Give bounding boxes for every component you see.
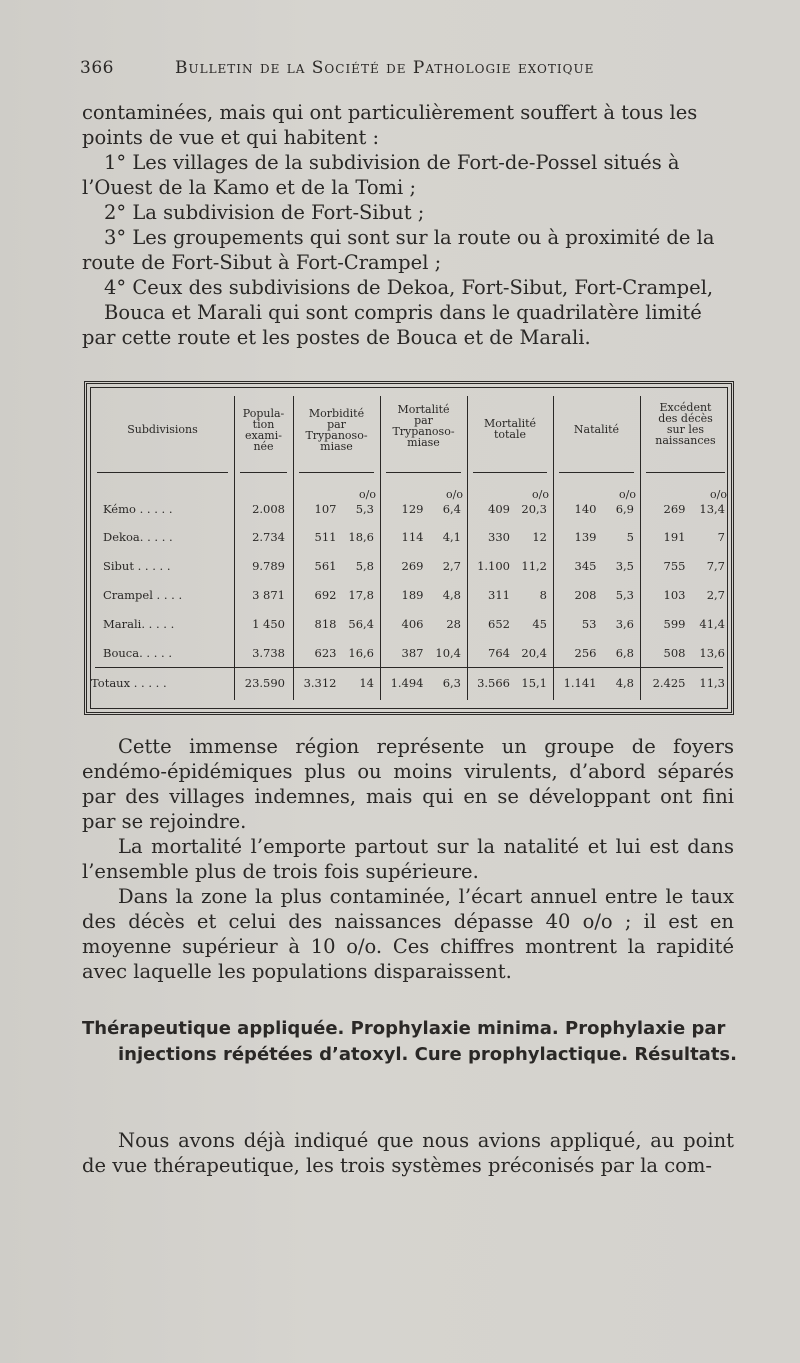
column-header: Subdivisions (127, 423, 198, 436)
count-cell: 511 (314, 530, 337, 544)
percent-cell: 56,4 (348, 617, 374, 631)
row-label: Crampel . . . . (103, 588, 183, 602)
count-cell: 269 (663, 502, 686, 516)
count-cell: 256 (574, 646, 597, 660)
population-cell: 1 450 (252, 617, 285, 631)
intro-line: points de vue et qui habitent : (82, 126, 380, 149)
header-rule (240, 472, 287, 473)
count-cell: 189 (401, 588, 424, 602)
percent-cell: 13,4 (699, 502, 725, 516)
population-cell: 2.734 (252, 530, 285, 544)
header-rule (473, 472, 547, 473)
percent-cell: 17,8 (348, 588, 374, 602)
percent-cell: 18,6 (348, 530, 374, 544)
count-cell: 103 (663, 588, 686, 602)
percent-unit: o/o (619, 488, 636, 501)
percent-cell: 6,4 (442, 502, 461, 516)
count-cell: 129 (401, 502, 424, 516)
percent-cell: 5,8 (355, 559, 374, 573)
percent-cell: 11,3 (699, 676, 725, 690)
count-cell: 1.100 (477, 559, 510, 573)
count-cell: 508 (663, 646, 686, 660)
closing-text: Nous avons déjà indiqué que nous avions appliqué, au point de vue thérapeutique, les trois systèmes préconisés par la com- (82, 1129, 734, 1177)
percent-cell: 28 (446, 617, 461, 631)
count-cell: 191 (663, 530, 686, 544)
running-title: Bulletin de la Société de Pathologie exotique (175, 58, 595, 78)
percent-cell: 11,2 (521, 559, 547, 573)
after-table-text (82, 734, 734, 984)
row-label: Sibut . . . . . (103, 559, 171, 573)
percent-cell: 4,8 (615, 676, 634, 690)
count-cell: 409 (488, 502, 510, 516)
population-cell: 3.738 (252, 646, 285, 660)
intro-line: 3° Les groupements qui sont sur la route ou à proximité de la (104, 226, 715, 249)
percent-unit: o/o (532, 488, 549, 501)
count-cell: 311 (488, 588, 510, 602)
intro-line: 2° La subdivision de Fort-Sibut ; (104, 201, 425, 224)
count-cell: 623 (314, 646, 337, 660)
count-cell: 2.425 (652, 676, 686, 690)
percent-unit: o/o (710, 488, 727, 501)
intro-line: l’Ouest de la Kamo et de la Tomi ; (82, 176, 417, 199)
count-cell: 1.141 (563, 676, 597, 690)
population-cell: 2.008 (252, 502, 285, 516)
intro-paragraph (82, 100, 734, 350)
column-header: Popula- tion exami- née (242, 407, 285, 453)
count-cell: 107 (314, 502, 337, 516)
count-cell: 139 (574, 530, 597, 544)
count-cell: 387 (401, 646, 424, 660)
running-header (80, 58, 740, 82)
count-cell: 764 (488, 646, 510, 660)
header-rule (646, 472, 725, 473)
percent-cell: 6,3 (442, 676, 461, 690)
intro-line: route de Fort-Sibut à Fort-Crampel ; (82, 251, 442, 274)
column-header: Mortalité totale (483, 417, 537, 441)
percent-cell: 12 (532, 530, 547, 544)
percent-cell: 7,7 (706, 559, 725, 573)
count-cell: 208 (574, 588, 597, 602)
percent-cell: 5,3 (615, 588, 634, 602)
column-header: Mortalité par Trypanoso- miase (392, 403, 455, 449)
count-cell: 652 (488, 617, 510, 631)
count-cell: 3.312 (303, 676, 337, 690)
closing-paragraph (82, 1128, 734, 1178)
column-header: Excédent des décès sur les naissances (655, 401, 716, 447)
percent-cell: 6,9 (615, 502, 634, 516)
column-header: Morbidité par Trypanoso- miase (305, 407, 368, 453)
total-label: Totaux . . . . . (91, 676, 167, 690)
intro-line: contaminées, mais qui ont particulièrement souffert à tous les (82, 101, 698, 124)
header-rule (386, 472, 461, 473)
statistics-table (84, 381, 734, 715)
row-label: Bouca. . . . . (103, 646, 172, 660)
header-rule (299, 472, 374, 473)
header-rule (97, 472, 228, 473)
count-cell: 269 (401, 559, 424, 573)
percent-cell: 6,8 (615, 646, 634, 660)
percent-unit: o/o (446, 488, 463, 501)
row-label: Kémo . . . . . (103, 502, 173, 516)
section-heading: Thérapeutique appliquée. Prophylaxie minima. Prophylaxie par injections répétées d’atoxyl. Cure prophylactique. Résultats. (82, 1018, 737, 1065)
percent-cell: 10,4 (435, 646, 461, 660)
paragraph-region: Cette immense région représente un groupe de foyers endémo-épidémiques plus ou moins virulents, d’abord séparés par des villages indemnes, mais qui en se développant ont fini par se rejoindre. (82, 735, 734, 833)
percent-cell: 45 (532, 617, 547, 631)
percent-unit: o/o (359, 488, 376, 501)
percent-cell: 2,7 (442, 559, 461, 573)
count-cell: 114 (401, 530, 424, 544)
page-number: 366 (80, 58, 114, 78)
percent-cell: 7 (717, 530, 725, 544)
percent-cell: 2,7 (706, 588, 725, 602)
count-cell: 3.566 (477, 676, 510, 690)
count-cell: 345 (574, 559, 597, 573)
percent-cell: 3,5 (615, 559, 634, 573)
count-cell: 818 (314, 617, 337, 631)
intro-line: Bouca et Marali qui sont compris dans le quadrilatère limité (104, 301, 702, 324)
count-cell: 140 (574, 502, 597, 516)
percent-cell: 20,4 (521, 646, 547, 660)
intro-line: 4° Ceux des subdivisions de Dekoa, Fort-Sibut, Fort-Crampel, (104, 276, 714, 299)
population-cell: 3 871 (252, 588, 285, 602)
row-label: Dekoa. . . . . (103, 530, 173, 544)
intro-line: 1° Les villages de la subdivision de Fort-de-Possel situés à (104, 151, 680, 174)
column-header: Natalité (573, 423, 620, 436)
percent-cell: 3,6 (615, 617, 634, 631)
paragraph-gap: Dans la zone la plus contaminée, l’écart annuel entre le taux des décès et celui des naissances dépasse 40 o/o ; il est en moyenne supérieur à 10 o/o. Ces chiffres montrent la rapidité avec laquelle les populations disparaissent. (82, 885, 734, 983)
count-cell: 599 (663, 617, 686, 631)
percent-cell: 16,6 (348, 646, 374, 660)
count-cell: 53 (581, 617, 597, 631)
count-cell: 692 (314, 588, 337, 602)
percent-cell: 8 (539, 588, 547, 602)
count-cell: 1.494 (390, 676, 424, 690)
intro-line: par cette route et les postes de Bouca et de Marali. (82, 326, 591, 349)
percent-cell: 41,4 (699, 617, 725, 631)
totals-rule (95, 667, 723, 668)
percent-cell: 5,3 (355, 502, 374, 516)
percent-cell: 4,8 (442, 588, 461, 602)
percent-cell: 5 (626, 530, 634, 544)
count-cell: 330 (488, 530, 510, 544)
percent-cell: 20,3 (521, 502, 547, 516)
count-cell: 406 (401, 617, 424, 631)
count-cell: 561 (314, 559, 337, 573)
population-cell: 9.789 (252, 559, 285, 573)
percent-cell: 14 (359, 676, 374, 690)
header-rule (559, 472, 634, 473)
percent-cell: 15,1 (521, 676, 547, 690)
row-label: Marali. . . . . (103, 617, 175, 631)
percent-cell: 4,1 (442, 530, 461, 544)
percent-cell: 13,6 (699, 646, 725, 660)
count-cell: 755 (663, 559, 686, 573)
paragraph-mortality: La mortalité l’emporte partout sur la natalité et lui est dans l’ensemble plus de trois fois supérieure. (82, 835, 734, 883)
population-cell: 23.590 (244, 676, 285, 690)
